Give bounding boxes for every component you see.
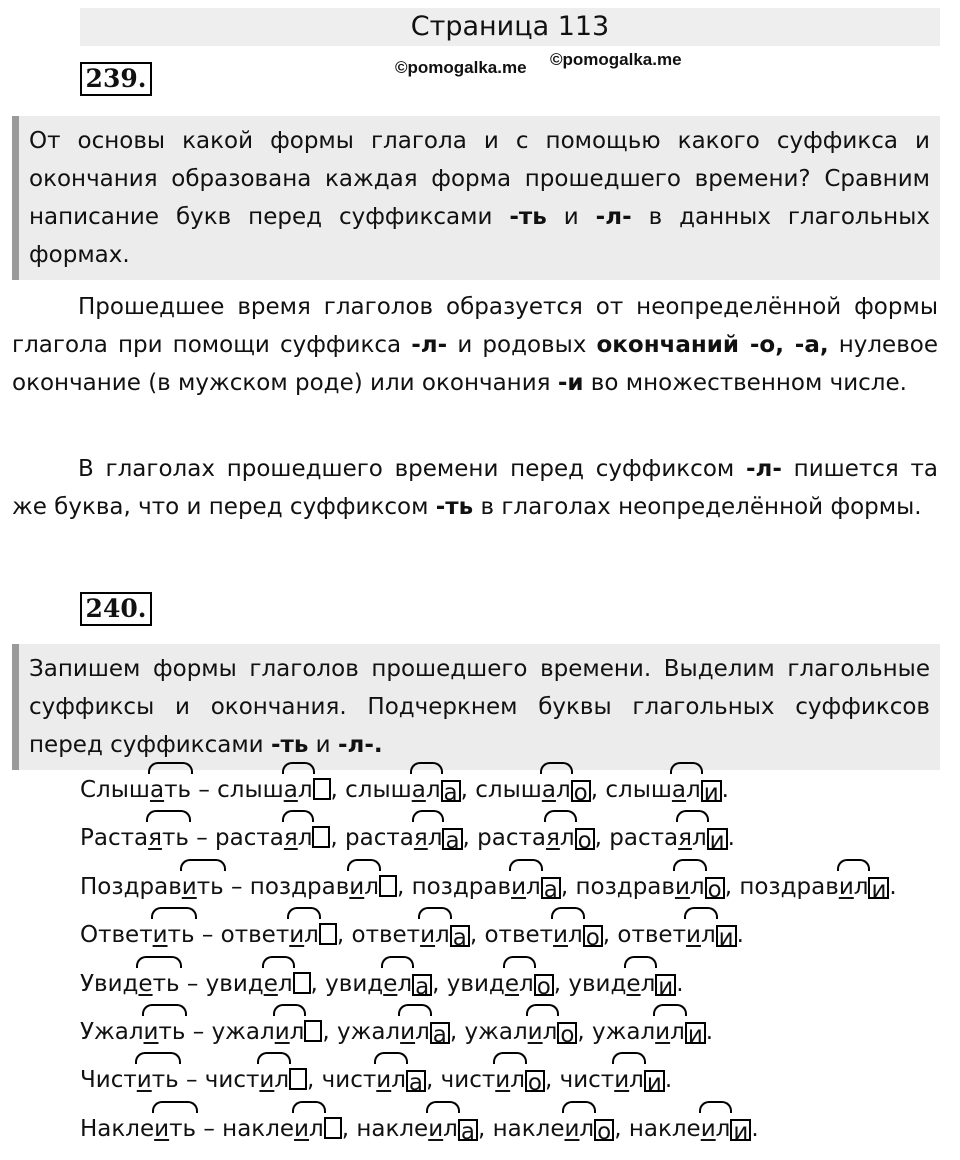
verb-stem: раста: [215, 825, 284, 852]
suffix-mark: [294, 1105, 324, 1153]
past-suffix: л: [542, 1018, 558, 1045]
past-suffix: л: [443, 1115, 458, 1142]
exercise-number: 240.: [80, 592, 152, 626]
separator: ,: [594, 825, 610, 852]
zero-ending-box: [304, 1020, 322, 1042]
suffix-mark: [400, 1008, 430, 1056]
past-suffix: л: [435, 922, 450, 949]
underlined-letter: и: [700, 1115, 716, 1142]
separator: .: [727, 825, 735, 852]
separator: –: [188, 825, 216, 852]
separator: .: [705, 1018, 714, 1045]
suffix-mark: [150, 766, 191, 814]
suffix-mark: [672, 766, 701, 814]
past-suffix: л: [853, 873, 869, 900]
underlined-letter: и: [274, 1018, 290, 1045]
verb-stem: увид: [325, 970, 384, 997]
verb-stem: увид: [205, 970, 264, 997]
separator: .: [664, 1067, 673, 1094]
past-suffix: л: [700, 922, 716, 949]
past-suffix: л: [304, 922, 319, 949]
underlined-letter: я: [678, 825, 692, 852]
past-suffix: л: [629, 1067, 644, 1094]
verb-stem: ужал: [592, 1018, 656, 1045]
verb-stem: ужал: [464, 1018, 528, 1045]
verb-stem: Чист: [80, 1067, 137, 1094]
separator: ,: [396, 873, 412, 900]
verb-forms-line: [80, 814, 950, 862]
verb-stem: раста: [609, 825, 679, 852]
ending-box: а: [450, 925, 470, 947]
task-text-part: и: [308, 732, 338, 758]
verb-stem: раста: [345, 825, 414, 852]
suffix-mark: [839, 863, 869, 911]
suffix-mark: [144, 1008, 186, 1056]
text: В глаголах прошедшего времени перед суффиксом: [78, 456, 746, 482]
suffix-mark: [275, 1008, 305, 1056]
suffix-mark: [264, 960, 293, 1008]
exercise-number: 239.: [80, 62, 152, 96]
task-box: [12, 116, 940, 280]
past-suffix: л: [364, 873, 379, 900]
ending-box: о: [525, 1070, 545, 1092]
ending-box: и: [868, 877, 889, 899]
past-suffix: л: [555, 777, 571, 803]
task-text-part: От основы какой формы глагола и с помощью какого суффикса и окончания образована каждая форма прошедшего времени? Сравним написание букв перед суффиксами: [29, 128, 930, 230]
verb-stem: увид: [568, 970, 627, 997]
verb-forms-line: [80, 766, 950, 814]
verb-stem: ответ: [220, 922, 290, 949]
separator: ,: [449, 1018, 465, 1045]
ending-box: а: [541, 877, 561, 899]
separator: .: [751, 1115, 759, 1142]
ending-box: а: [441, 780, 461, 802]
past-suffix: л: [397, 970, 413, 997]
past-suffix: л: [518, 970, 534, 997]
verb-stem: ответ: [617, 922, 686, 949]
underlined-letter: я: [413, 825, 428, 852]
ending-box: а: [406, 1070, 426, 1092]
verb-stem: Ответ: [80, 922, 153, 949]
separator: ,: [307, 1067, 322, 1094]
bold-term: -и: [557, 370, 584, 396]
verb-forms-line: [80, 1008, 950, 1056]
task-text-part: Запишем формы глаголов прошедшего времени. Выделим глагольные суффиксы и окончания. Подчеркнем буквы глагольных суффиксов перед суффиксами: [29, 656, 930, 758]
suffix-mark: [675, 863, 705, 911]
past-suffix: л: [391, 1067, 406, 1094]
past-suffix: л: [297, 825, 313, 852]
suffix-mark: [614, 1056, 644, 1104]
underlined-letter: и: [495, 1067, 511, 1094]
separator: ,: [477, 1115, 493, 1142]
past-suffix: л: [415, 1018, 430, 1045]
verb-stem: Слыш: [80, 777, 150, 803]
verb-stem: Увид: [80, 970, 139, 997]
underlined-letter: и: [655, 1018, 671, 1045]
verb-stem: Поздрав: [80, 873, 182, 900]
suffix-mark: [655, 1008, 685, 1056]
verb-forms-line: [80, 1105, 950, 1153]
suffix-mark: [511, 863, 541, 911]
suffix-mark: [349, 863, 379, 911]
infinitive-suffix: ть: [196, 873, 224, 900]
verb-stem: накле: [356, 1115, 429, 1142]
ending-box: о: [534, 974, 554, 996]
underlined-letter: и: [685, 922, 701, 949]
separator: ,: [544, 1067, 560, 1094]
bold-term: -ть: [435, 494, 474, 520]
zero-ending-box: [324, 1117, 342, 1139]
separator: –: [185, 1018, 212, 1045]
verb-stem: чист: [321, 1067, 377, 1094]
underlined-letter: и: [136, 1067, 152, 1094]
verb-forms-line: [80, 1056, 950, 1104]
underlined-letter: и: [420, 922, 436, 949]
bold-term: окончаний -о, -а,: [596, 332, 829, 358]
text: пишется та же буква, что и перед суффиксом: [12, 456, 938, 520]
verb-stem: увид: [446, 970, 505, 997]
past-suffix: л: [579, 1115, 595, 1142]
underlined-letter: и: [181, 873, 197, 900]
verb-stem: слыш: [475, 777, 542, 803]
ending-box: а: [442, 828, 462, 850]
verb-stem: ужал: [211, 1018, 275, 1045]
bold-term: -л-: [411, 332, 448, 358]
verb-stem: поздрав: [739, 873, 839, 900]
suffix-mark: [701, 1105, 731, 1153]
infinitive-suffix: ть: [152, 970, 180, 997]
ending-box: о: [557, 1022, 577, 1044]
ending-box: а: [458, 1119, 478, 1141]
underlined-letter: и: [349, 873, 365, 900]
verb-stem: Раста: [80, 825, 149, 852]
past-suffix: л: [274, 1067, 290, 1094]
zero-ending-box: [289, 1068, 307, 1090]
suffix-mark: [564, 1105, 594, 1153]
answer-paragraph: [12, 450, 938, 526]
underlined-letter: е: [138, 970, 153, 997]
underlined-letter: и: [527, 1018, 543, 1045]
suffix-mark: [546, 814, 575, 862]
verb-stem: ужал: [336, 1018, 401, 1045]
underlined-letter: а: [149, 777, 165, 803]
separator: –: [223, 873, 250, 900]
underlined-letter: и: [614, 1067, 630, 1094]
suffix-mark: [376, 1056, 406, 1104]
separator: ,: [602, 922, 618, 949]
past-suffix: л: [425, 777, 441, 803]
verb-stem: раста: [477, 825, 547, 852]
bold-term: -л-: [746, 456, 782, 482]
task-text-part: и: [546, 204, 596, 230]
verb-stem: слыш: [605, 777, 672, 803]
past-suffix: л: [309, 1115, 324, 1142]
underlined-letter: я: [283, 825, 298, 852]
underlined-letter: и: [143, 1018, 159, 1045]
suffix-mark: [495, 1056, 525, 1104]
separator: .: [721, 777, 729, 803]
task-text: [29, 650, 930, 764]
separator: ,: [460, 777, 476, 803]
separator: ,: [469, 922, 485, 949]
suffix-mark: [284, 814, 313, 862]
separator: ,: [322, 1018, 337, 1045]
past-suffix: л: [526, 873, 541, 900]
past-suffix: л: [670, 1018, 685, 1045]
separator: ,: [432, 970, 447, 997]
zero-ending-box: [319, 923, 337, 945]
separator: .: [889, 873, 897, 900]
suffix-mark: [505, 960, 534, 1008]
separator: ,: [614, 1115, 629, 1142]
past-suffix: л: [715, 1115, 731, 1142]
suffix-term: -ть: [270, 732, 309, 758]
verb-stem: накле: [492, 1115, 565, 1142]
suffix-mark: [412, 766, 441, 814]
ending-box: о: [575, 828, 595, 850]
past-suffix: л: [510, 1067, 525, 1094]
infinitive-suffix: ть: [161, 825, 189, 852]
infinitive-suffix: ть: [167, 922, 195, 949]
ending-box: и: [730, 1119, 751, 1141]
underlined-letter: а: [541, 777, 556, 803]
task-box: [12, 644, 940, 770]
suffix-mark: [289, 911, 319, 959]
ending-box: а: [412, 974, 432, 996]
ending-box: а: [430, 1022, 450, 1044]
ending-box: и: [716, 925, 737, 947]
separator: .: [736, 922, 744, 949]
verb-stem: накле: [222, 1115, 295, 1142]
suffix-mark: [686, 911, 716, 959]
suffix-mark: [284, 766, 313, 814]
past-suffix: л: [297, 777, 313, 803]
past-suffix: л: [686, 777, 701, 803]
ending-box: о: [705, 877, 725, 899]
infinitive-suffix: ть: [169, 1115, 197, 1142]
verb-forms-list: [80, 766, 950, 1153]
past-suffix: л: [277, 970, 293, 997]
suffix-mark: [137, 1056, 179, 1104]
separator: ,: [462, 825, 478, 852]
text: в глаголах неопределённой формы.: [473, 494, 922, 520]
separator: ,: [724, 873, 740, 900]
underlined-letter: я: [546, 825, 560, 852]
suffix-mark: [383, 960, 412, 1008]
past-suffix: л: [289, 1018, 305, 1045]
past-suffix: л: [427, 825, 443, 852]
separator: ,: [336, 922, 352, 949]
underlined-letter: и: [511, 873, 527, 900]
verb-stem: чист: [559, 1067, 615, 1094]
zero-ending-box: [312, 826, 330, 848]
underlined-letter: и: [838, 873, 854, 900]
suffix-mark: [542, 766, 571, 814]
verb-forms-line: [80, 863, 950, 911]
suffix-mark: [153, 911, 195, 959]
underlined-letter: и: [289, 922, 305, 949]
suffix-mark: [428, 1105, 458, 1153]
task-text-part: в данных глагольных формах.: [29, 204, 930, 268]
ending-box: и: [644, 1070, 665, 1092]
underlined-letter: а: [671, 777, 687, 803]
past-suffix: л: [568, 922, 583, 949]
separator: .: [676, 970, 684, 997]
past-suffix: л: [559, 825, 575, 852]
suffix-mark: [528, 1008, 558, 1056]
underlined-letter: е: [383, 970, 398, 997]
underlined-letter: и: [294, 1115, 309, 1142]
underlined-letter: е: [504, 970, 519, 997]
verb-stem: слыш: [217, 777, 284, 803]
verb-stem: чист: [204, 1067, 260, 1094]
ending-box: и: [701, 780, 722, 802]
separator: ,: [330, 777, 346, 803]
suffix-mark: [148, 814, 189, 862]
underlined-letter: и: [259, 1067, 275, 1094]
text: Прошедшее время глаголов образуется от неопределённой формы глагола при помощи суффикса: [12, 294, 938, 358]
underlined-letter: и: [376, 1067, 392, 1094]
underlined-letter: и: [400, 1018, 416, 1045]
verb-stem: ответ: [484, 922, 554, 949]
separator: ,: [590, 777, 606, 803]
text: во множественном числе.: [583, 370, 907, 396]
separator: ,: [426, 1067, 441, 1094]
suffix-mark: [414, 814, 443, 862]
suffix-mark: [626, 960, 655, 1008]
separator: –: [179, 970, 206, 997]
separator: –: [194, 922, 221, 949]
underlined-letter: и: [674, 873, 690, 900]
underlined-letter: е: [263, 970, 278, 997]
separator: ,: [577, 1018, 593, 1045]
ending-box: и: [707, 828, 728, 850]
underlined-letter: а: [283, 777, 298, 803]
underlined-letter: и: [152, 922, 168, 949]
watermark: ©pomogalka.me: [550, 50, 682, 69]
separator: –: [196, 1115, 223, 1142]
separator: –: [178, 1067, 205, 1094]
underlined-letter: а: [411, 777, 426, 803]
suffix-mark: [259, 1056, 289, 1104]
past-suffix: л: [691, 825, 707, 852]
ending-box: и: [655, 974, 676, 996]
underlined-letter: и: [154, 1115, 170, 1142]
verb-stem: слыш: [345, 777, 412, 803]
suffix-term: -ть: [509, 204, 547, 230]
underlined-letter: е: [626, 970, 641, 997]
past-suffix: л: [640, 970, 656, 997]
suffix-mark: [553, 911, 583, 959]
underlined-letter: и: [553, 922, 568, 949]
verb-stem: Ужал: [80, 1018, 144, 1045]
ending-box: о: [571, 780, 591, 802]
separator: ,: [330, 825, 346, 852]
infinitive-suffix: ть: [164, 777, 192, 803]
separator: ,: [560, 873, 576, 900]
separator: ,: [310, 970, 326, 997]
verb-stem: поздрав: [249, 873, 350, 900]
suffix-term: -л-: [595, 204, 632, 230]
task-text: [29, 122, 930, 274]
separator: –: [191, 777, 218, 803]
underlined-letter: я: [148, 825, 162, 852]
ending-box: о: [583, 925, 603, 947]
suffix-mark: [182, 863, 224, 911]
underlined-letter: и: [428, 1115, 444, 1142]
watermark: ©pomogalka.me: [395, 58, 527, 77]
verb-stem: поздрав: [411, 873, 512, 900]
suffix-mark: [678, 814, 707, 862]
verb-forms-line: [80, 911, 950, 959]
answer-paragraph: [12, 288, 938, 402]
separator: ,: [553, 970, 569, 997]
zero-ending-box: [379, 875, 397, 897]
verb-forms-line: [80, 960, 950, 1008]
verb-stem: поздрав: [575, 873, 675, 900]
verb-stem: ответ: [351, 922, 421, 949]
verb-stem: Накле: [80, 1115, 155, 1142]
infinitive-suffix: ть: [158, 1018, 186, 1045]
underlined-letter: и: [564, 1115, 580, 1142]
infinitive-suffix: ть: [151, 1067, 179, 1094]
past-suffix: л: [689, 873, 705, 900]
text: и родовых: [447, 332, 597, 358]
suffix-term: -л-.: [337, 732, 383, 758]
separator: ,: [341, 1115, 357, 1142]
zero-ending-box: [313, 778, 331, 800]
suffix-mark: [154, 1105, 196, 1153]
text: нулевое окончание (в мужском роде) или окончания: [12, 332, 938, 396]
suffix-mark: [138, 960, 179, 1008]
suffix-mark: [420, 911, 450, 959]
verb-stem: чист: [440, 1067, 496, 1094]
page-title: Страница 113: [80, 8, 940, 46]
ending-box: о: [594, 1119, 614, 1141]
verb-stem: накле: [628, 1115, 701, 1142]
zero-ending-box: [293, 972, 311, 994]
ending-box: и: [685, 1022, 706, 1044]
